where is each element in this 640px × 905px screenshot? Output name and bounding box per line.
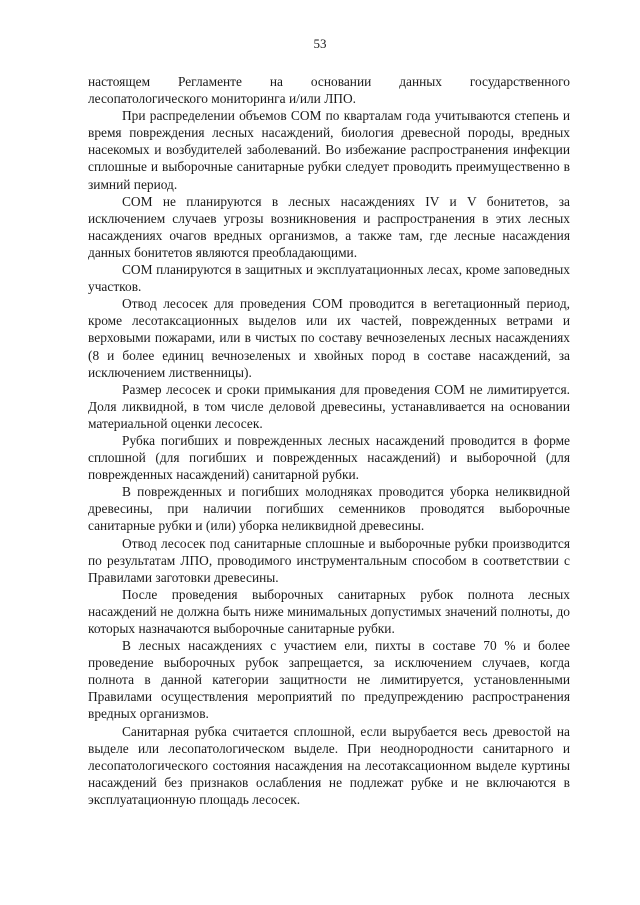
paragraph: СОМ не планируются в лесных насаждениях IV и V бонитетов, за исключением случаев угрозы возникновения и распространения в этих лесных насаждениях очагов вредных организмов, а также там, где лесные насаждения данных бонитетов являются преобладающими. — [88, 193, 570, 260]
paragraph: СОМ планируются в защитных и эксплуатационных лесах, кроме заповедных участков. — [88, 262, 570, 295]
paragraph: Отвод лесосек под санитарные сплошные и выборочные рубки производится по результатам ЛПО, проводимого инструментальным способом в соответствии с Правилами заготовки древесины. — [88, 535, 570, 585]
paragraph: В поврежденных и погибших молодняках проводится уборка неликвидной древесины, при наличии погибших семенников проводятся выборочные санитарные рубки и (или) уборка неликвидной древесины. — [88, 484, 570, 534]
paragraph: Отвод лесосек для проведения СОМ проводится в вегетационный период, кроме лесотаксационных выделов или их частей, поврежденных ветрами и верховыми пожарами, или в чистых по составу вечнозеленых лесных насаждениях (8 и более единиц вечнозеленых и хвойных пород в составе насаждений, за исключением лиственницы). — [88, 296, 570, 380]
paragraph: Размер лесосек и сроки примыкания для проведения СОМ не лимитируется. Доля ликвидной, в том числе деловой древесины, устанавливается на основании материальной оценки лесосек. — [88, 381, 570, 431]
paragraph: В лесных насаждениях с участием ели, пихты в составе 70 % и более проведение выборочных рубок запрещается, за исключением случаев, когда полнота в данной категории защитности не лимитируется, установленными Правилами осуществления мероприятий по предупреждению распространения вредных организмов. — [88, 638, 570, 722]
paragraph: Рубка погибших и поврежденных лесных насаждений проводится в форме сплошной (для погибших и поврежденных насаждений) и выборочной (для поврежденных насаждений) санитарной рубки. — [88, 432, 570, 483]
paragraph: настоящем Регламенте на основании данных государственного лесопатологического мониторинга и/или ЛПО. — [88, 74, 570, 107]
paragraph: При распределении объемов СОМ по кварталам года учитываются степень и время повреждения лесных насаждений, биология древесной породы, вредных насекомых и возбудителей заболеваний. Во избежание распространения инфекции сплошные и выборочные санитарные рубки следует проводить преимущественно в зимний период. — [88, 108, 570, 192]
page-number: 53 — [313, 36, 327, 51]
paragraph: После проведения выборочных санитарных рубок полнота лесных насаждений не должна быть ниже минимальных допустимых значений полноты, до которых назначаются выборочные санитарные рубки. — [88, 586, 570, 636]
paragraph: Санитарная рубка считается сплошной, если вырубается весь древостой на выделе или лесопатологическом выделе. При неоднородности санитарного и лесопатологического состояния насаждения на лесотаксационном выделе куртины насаждений без признаков ослабления не подлежат рубке и не включаются в эксплуатационную площадь лесосек. — [88, 723, 570, 807]
body-text — [88, 73, 570, 808]
